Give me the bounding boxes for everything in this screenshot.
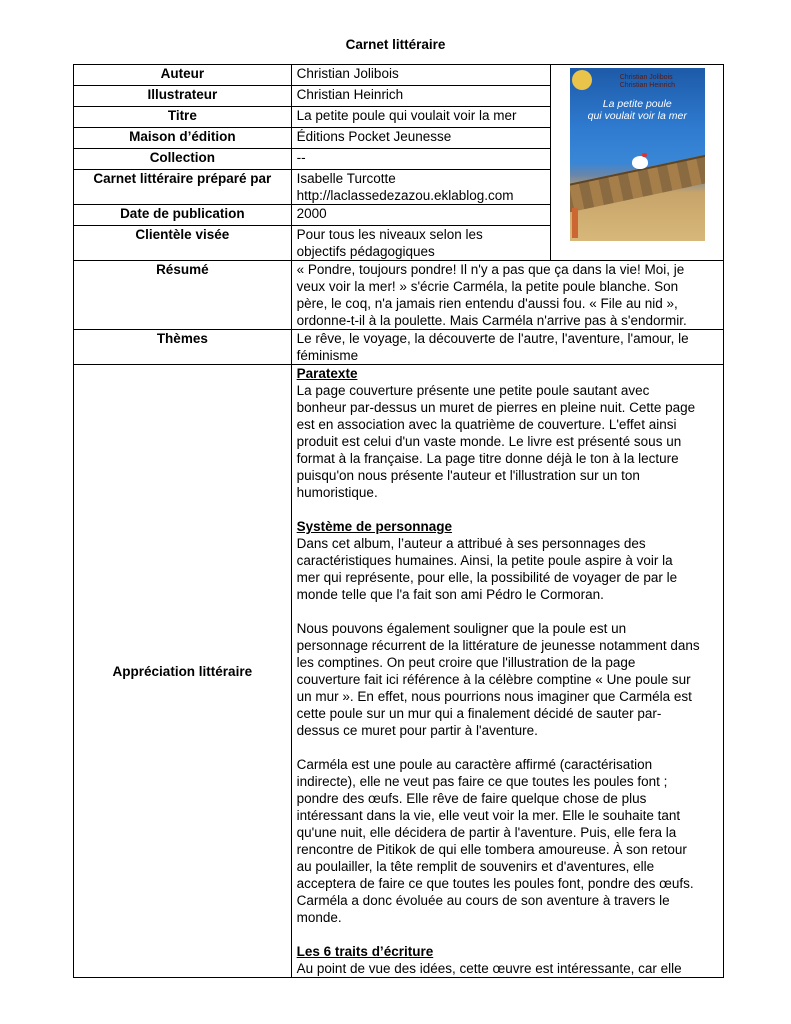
cover-cell (551, 65, 724, 261)
label-auteur: Auteur (74, 65, 292, 86)
label-date: Date de publication (74, 205, 292, 226)
publisher-mark (572, 208, 578, 238)
appreciation-content (291, 365, 723, 978)
label-maison: Maison d’édition (74, 128, 292, 149)
hen-comb-illustration (642, 153, 647, 157)
paratexte-paragraph: La page couverture présente une petite poule sautant avec bonheur par-dessus un muret de pierres en pleine nuit. Cette page est en association avec la quatrième de couverture. L'effet ainsi produit est celui d'un vaste monde. Le livre est présenté sous un format à la française. La page titre donne déjà le ton à la lecture puisqu'on nous présente l'auteur et l'illustration sur un ton humoristique. (296, 383, 696, 500)
systeme-paragraph-3: Carméla est une poule au caractère affirmé (caractérisation indirecte), elle ne veut pas faire ce que toutes les poules font ; pondre des œufs. Elle rêve de faire quelque chose de plus intéressant dans la vie, elle veut voir la mer. Elle le souhaite tant qu'une nuit, elle décidera de partir à l'aventure. Puis, elle fera la rencontre de Pitikok de qui elle tombera amoureuse. À son retour au poulailler, la tête remplit de souvenirs et d'aventures, elle acceptera de faire ce que toutes les poules font, pondre des œufs. Carméla a donc évoluée au cours de son aventure à travers le monde. (296, 757, 694, 925)
value-date: 2000 (291, 205, 551, 226)
systeme-paragraph-1: Dans cet album, l’auteur a attribué à ses personnages des caractéristiques humaines. Ainsi, la petite poule aspire à voir la mer qui représente, pour elle, la possibilité de voyager de par le monde telle que l'a fait son ami Pédro le Cormoran. (296, 536, 678, 602)
value-themes: Le rêve, le voyage, la découverte de l'autre, l'aventure, l'amour, le féminisme (291, 330, 723, 365)
collection-badge-icon (572, 70, 592, 90)
label-carnet: Carnet littéraire préparé par (74, 170, 292, 205)
traits-heading: Les 6 traits d’écriture (296, 944, 434, 959)
label-clientele: Clientèle visée (74, 226, 292, 261)
paratexte-heading: Paratexte (296, 366, 358, 381)
value-illustrateur: Christian Heinrich (291, 86, 551, 107)
value-titre: La petite poule qui voulait voir la mer (291, 107, 551, 128)
systeme-paragraph-2: Nous pouvons également souligner que la poule est un personnage récurrent de la littérature de jeunesse notamment dans les comptines. On peut croire que l'illustration de la page couverture fait ici référence à la célèbre comptine « Une poule sur un mur ». En effet, nous pourrions nous imaginer que Carméla est cette poule sur un mur qui a finalement décidé de sauter par- dessus ce muret pour partir à l'aventure. (296, 621, 700, 738)
value-resume: « Pondre, toujours pondre! Il n'y a pas que ça dans la vie! Moi, je veux voir la mer! » s'écrie Carméla, la petite poule blanche. Son père, le coq, n'a jamais rien entendu d'aussi fou. « File au nid », ordonne-t-il à la poulette. Mais Carméla n'arrive pas à s'endormir. (291, 261, 723, 330)
label-illustrateur: Illustrateur (74, 86, 292, 107)
value-carnet: Isabelle Turcotte http://laclassedezazou.eklablog.com (291, 170, 551, 205)
traits-paragraph: Au point de vue des idées, cette œuvre est intéressante, car elle (296, 961, 682, 976)
value-auteur: Christian Jolibois (291, 65, 551, 86)
literary-notebook-table (73, 64, 724, 978)
value-clientele: Pour tous les niveaux selon les objectifs pédagogiques (291, 226, 551, 261)
book-cover-image (570, 68, 705, 241)
document-title: Carnet littéraire (345, 37, 446, 52)
hen-illustration (632, 156, 648, 169)
label-appreciation: Appréciation littéraire (74, 365, 292, 978)
label-themes: Thèmes (74, 330, 292, 365)
systeme-heading: Système de personnage (296, 519, 452, 534)
cover-title: La petite poule qui voulait voir la mer (587, 98, 687, 122)
label-collection: Collection (74, 149, 292, 170)
value-collection: -- (291, 149, 551, 170)
label-resume: Résumé (74, 261, 292, 330)
cover-authors: Christian Jolibois Christian Heinrich (619, 74, 675, 89)
label-titre: Titre (74, 107, 292, 128)
value-maison: Éditions Pocket Jeunesse (291, 128, 551, 149)
